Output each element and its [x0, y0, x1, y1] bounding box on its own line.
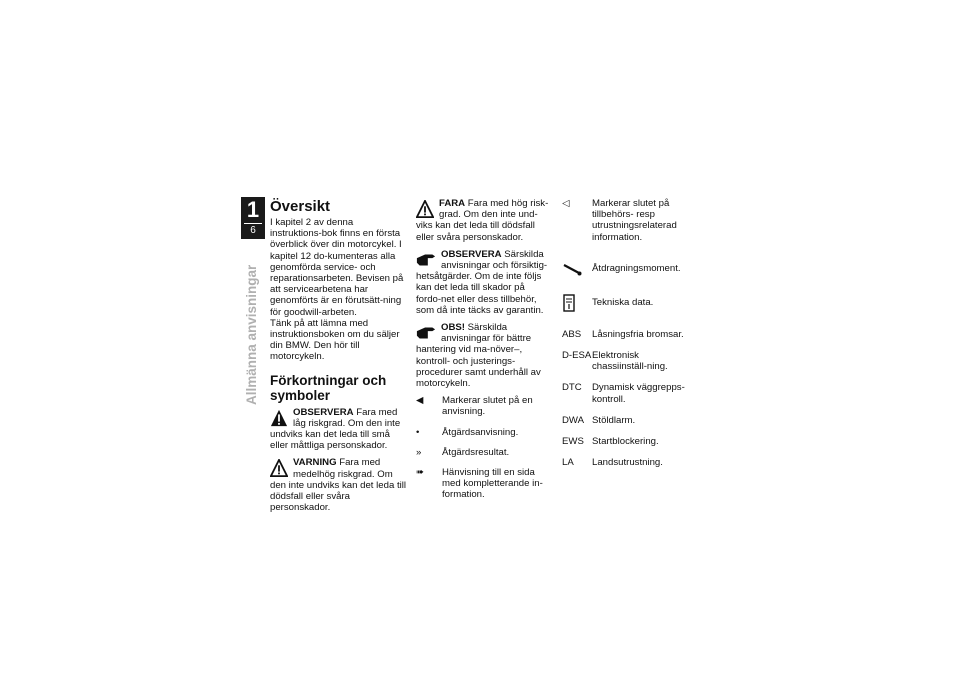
- list-item: ◀ Markerar slutet på en anvisning.: [416, 395, 533, 418]
- end-marker-icon: ◀: [416, 395, 424, 407]
- reference-arrow-icon: ➠: [416, 467, 425, 479]
- notice-high-risk: [416, 198, 550, 243]
- notice-note: [416, 322, 550, 389]
- list-item: ABS Låsningsfria bromsar.: [562, 328, 684, 340]
- chapter-number: 1: [246, 197, 260, 222]
- technical-data-icon: [562, 294, 576, 312]
- notice-caution: [416, 249, 550, 316]
- list-item: DWA Stöldlarm.: [562, 414, 636, 426]
- danger-label: FARA: [439, 198, 466, 209]
- list-item: LA Landsutrustning.: [562, 457, 663, 469]
- list-item: Tekniska data.: [562, 291, 692, 315]
- notice-medium-risk: [270, 457, 406, 513]
- note-label: OBS!: [441, 322, 465, 334]
- notice-low-label: OBSERVERA: [293, 406, 354, 418]
- warning-triangle-icon: [270, 459, 288, 477]
- notice-low-risk: [270, 407, 406, 452]
- heading-overview: Översikt: [270, 198, 331, 215]
- pointing-hand-icon: [416, 251, 436, 269]
- warning-triangle-icon: [270, 409, 288, 427]
- torque-wrench-icon: [562, 262, 582, 276]
- list-item: » Åtgärdsresultat.: [416, 446, 510, 458]
- pointing-hand-icon: [416, 324, 436, 342]
- list-item: ➠ Hänvisning till en sida med kompletterande in-formation.: [416, 467, 543, 501]
- page-number: 6: [244, 223, 262, 237]
- column-1: [270, 198, 406, 519]
- list-item: ◁ Markerar slutet på tillbehörs- resp utrustningsrelaterad information.: [562, 198, 677, 243]
- heading-abbreviations: Förkortningar och symboler: [270, 372, 387, 403]
- notice-medium-text: Fara med medelhög riskgrad. Om den inte undviks kan det leda till dödsfall eller svåra personskador.: [270, 457, 406, 514]
- caution-label: OBSERVERA: [441, 248, 502, 260]
- overview-paragraph: I kapitel 2 av denna instruktions-bok finns en första överblick över din motorcykel. I kapitel 12 do-kumenteras alla genomförda service- och reparationsarbeten. Bevisen på att servicearbetena har genomförts är en förutsätt-ning för goodwill-arbeten.: [270, 217, 404, 318]
- abbreviation-list: [562, 329, 692, 469]
- bullet-icon: •: [416, 426, 420, 438]
- list-item: DTC Dynamisk väggrepps-kontroll.: [562, 382, 685, 405]
- list-item: D-ESA Elektronisk chassiinställ-ning.: [562, 350, 668, 373]
- danger-text: Fara med hög risk-grad. Om den inte und-viks kan det leda till dödsfall eller svåra personskador.: [416, 198, 549, 243]
- result-icon: »: [416, 446, 422, 458]
- list-item: EWS Startblockering.: [562, 436, 659, 448]
- handover-paragraph: Tänk på att lämna med instruktionsboken om du säljer din BMW. Den hör till motorcykeln.: [270, 317, 400, 363]
- symbol-list: [416, 395, 550, 500]
- chapter-side-title: Allmänna anvisningar: [244, 264, 259, 405]
- danger-triangle-icon: [416, 200, 434, 218]
- chapter-marker: [241, 197, 265, 239]
- caution-text: Särskilda anvisningar och försiktig-hetsåtgärder. Om de inte följs kan det leda till skador på fordo-net eller dess tillbehör, som då inte täcks av garantin.: [416, 248, 548, 316]
- notice-medium-label: VARNING: [293, 457, 337, 469]
- notice-low-text: Fara med låg riskgrad. Om den inte undviks kan det leda till små eller måttliga personskador.: [270, 406, 401, 452]
- accessory-end-icon: ◁: [562, 198, 570, 209]
- column-2: [416, 198, 550, 510]
- list-item: • Åtgärdsanvisning.: [416, 426, 519, 438]
- note-text: Särskilda anvisningar för bättre hantering vid ma-növer–, kontroll- och justerings-procedurer samt underhåll av motorcykeln.: [416, 322, 541, 390]
- column-3: [562, 198, 692, 478]
- list-item: Åtdragningsmoment.: [562, 257, 692, 281]
